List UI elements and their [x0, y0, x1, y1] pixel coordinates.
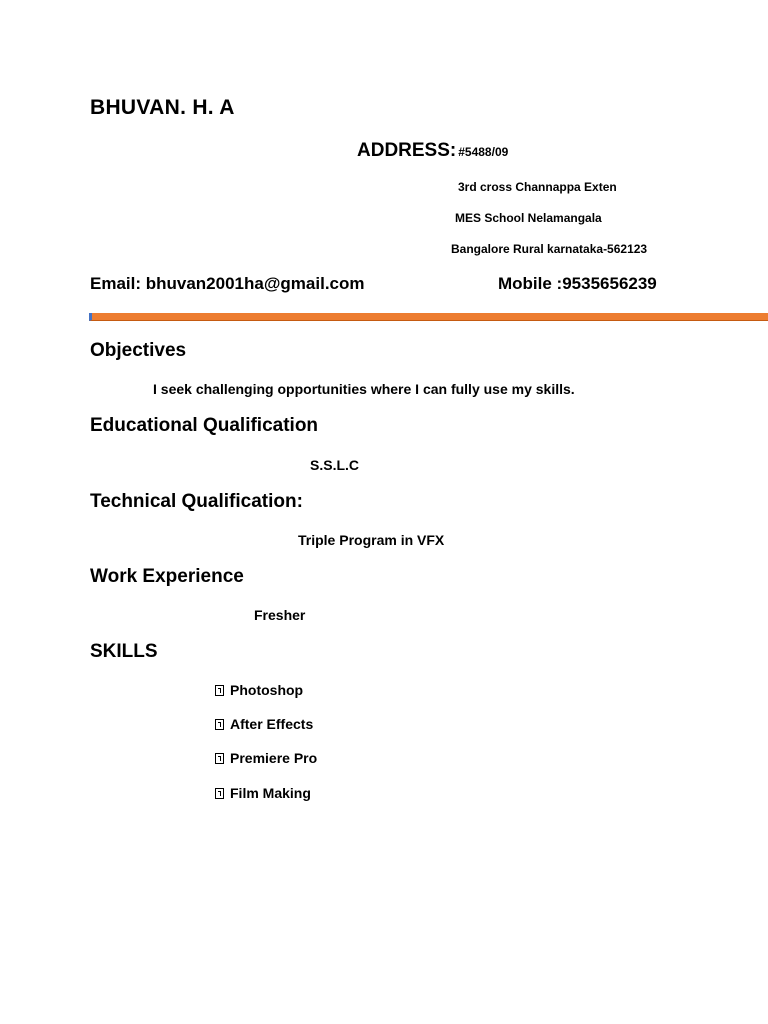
work-experience-heading: Work Experience [90, 566, 244, 587]
skill-item [215, 750, 317, 766]
skills-heading: SKILLS [90, 641, 158, 662]
missing-glyph-box-icon [215, 685, 224, 696]
skill-label: Photoshop [230, 682, 304, 698]
address-line-2: 3rd cross Channappa Exten [458, 180, 617, 194]
missing-glyph-box-icon [215, 753, 224, 764]
skill-label: Film Making [230, 785, 311, 801]
objectives-heading: Objectives [90, 340, 187, 361]
missing-glyph-box-icon [215, 719, 224, 730]
address-line-1: #5488/09 [458, 145, 509, 159]
missing-glyph-box-icon [215, 788, 224, 799]
technical-heading: Technical Qualification: [90, 491, 303, 512]
objectives-text: I seek challenging opportunities where I can fully use my skills. [153, 381, 575, 397]
mobile-text: Mobile :9535656239 [498, 274, 657, 293]
education-text: S.S.L.C [310, 457, 360, 473]
address-block [357, 140, 508, 162]
skill-item [215, 785, 311, 801]
candidate-name: BHUVAN. H. A [90, 96, 235, 119]
skill-item [215, 682, 303, 698]
education-heading: Educational Qualification [90, 415, 319, 436]
skill-label: After Effects [230, 716, 314, 732]
technical-text: Triple Program in VFX [298, 532, 445, 548]
address-label: ADDRESS: [357, 140, 457, 161]
skill-item [215, 716, 313, 732]
work-experience-text: Fresher [254, 607, 306, 623]
skill-label: Premiere Pro [230, 750, 318, 766]
address-line-3: MES School Nelamangala [455, 211, 602, 225]
address-line-4: Bangalore Rural karnataka-562123 [451, 242, 648, 256]
section-divider [89, 313, 768, 321]
email-text: Email: bhuvan2001ha@gmail.com [90, 274, 365, 293]
